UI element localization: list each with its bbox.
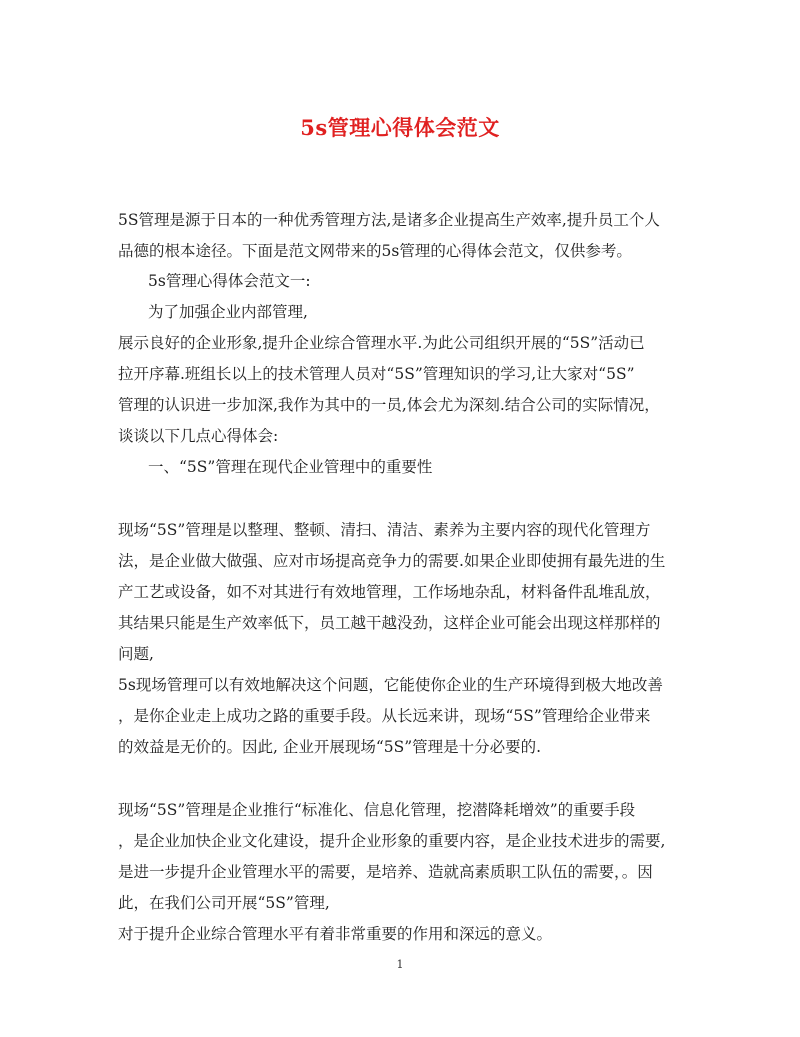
paragraph-line: 为了加强企业内部管理, (148, 303, 308, 321)
paragraph-line: 5S管理是源于日本的一种优秀管理方法,是诸多企业提高生产效率,提升员工个人 (118, 211, 660, 229)
paragraph-line: 拉开序幕.班组长以上的技术管理人员对“5S”管理知识的学习,让大家对“5S” (118, 365, 635, 383)
section-heading: 5s管理心得体会范文一: (148, 272, 311, 290)
paragraph-line: 此，在我们公司开展“5S”管理, (118, 894, 330, 912)
paragraph-line: 是进一步提升企业管理水平的需要，是培养、造就高素质职工队伍的需要，。因 (118, 863, 653, 881)
paragraph-line: 管理的认识进一步加深,我作为其中的一员,体会尤为深刻.结合公司的实际情况， (118, 396, 660, 414)
paragraph-line: 问题, (118, 645, 154, 663)
section-heading: 一、“5S”管理在现代企业管理中的重要性 (148, 458, 433, 476)
paragraph-line: 对于提升企业综合管理水平有着非常重要的作用和深远的意义。 (118, 925, 553, 943)
paragraph-line: 其结果只能是生产效率低下，员工越干越没劲，这样企业可能会出现这样那样的 (118, 614, 661, 632)
paragraph-line: ，是企业加快企业文化建设，提升企业形象的重要内容，是企业技术进步的需要, (118, 832, 666, 850)
paragraph-line: 谈谈以下几点心得体会: (118, 427, 279, 445)
paragraph-line: 现场“5S”管理是企业推行“标准化、信息化管理，挖潜降耗增效”的重要手段 (118, 801, 636, 819)
paragraph-line: 产工艺或设备，如不对其进行有效地管理，工作场地杂乱，材料备件乱堆乱放， (118, 583, 661, 601)
paragraph-line: 法，是企业做大做强、应对市场提高竞争力的需要.如果企业即使拥有最先进的生 (118, 552, 666, 570)
paragraph-line: 5s现场管理可以有效地解决这个问题，它能使你企业的生产环境得到极大地改善 (118, 676, 663, 694)
paragraph-line: 的效益是无价的。因此, 企业开展现场“5S”管理是十分必要的. (118, 738, 542, 756)
paragraph-line: ，是你企业走上成功之路的重要手段。从长远来讲，现场“5S”管理给企业带来 (118, 707, 651, 725)
paragraph-line: 展示良好的企业形象,提升企业综合管理水平.为此公司组织开展的“5S”活动已 (118, 334, 645, 352)
paragraph-line: 品德的根本途径。下面是范文网带来的5s管理的心得体会范文，仅供参考。 (118, 242, 632, 260)
document-title: 5s管理心得体会范文 (300, 115, 500, 140)
page-number: 1 (396, 958, 404, 971)
paragraph-line: 现场“5S”管理是以整理、整顿、清扫、清洁、素养为主要内容的现代化管理方 (118, 521, 651, 539)
